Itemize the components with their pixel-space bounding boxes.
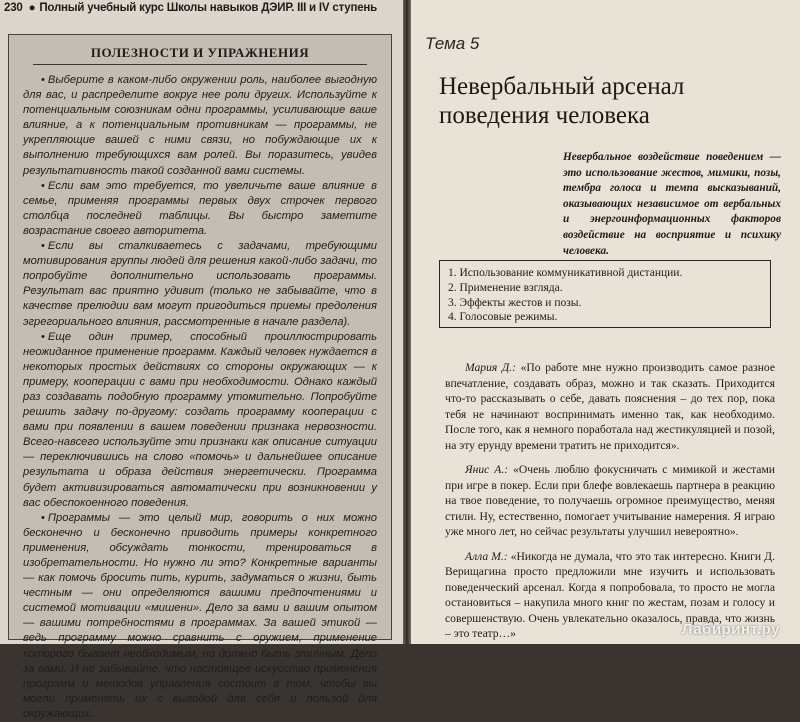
topic-contents-list [440, 261, 770, 325]
testimonial-speaker: Янис А.: [465, 463, 509, 476]
contents-item: 2. Применение взгляда. [448, 281, 563, 294]
exercise-paragraph: • Еще один пример, способный проиллюстрировать неожиданное применение программ. Каждый человек нуждается в некоторых простых действиях со стороны окружающих — к примеру, кооперации с вами при необходимости. Однако каждый раз создавать подобную программу утомительно. Попробуйте решить задачу по-другому: создать программу кооперации с вами при появлении в вашем поведении признака нервозности. Всего-навсего используйте эти признаки как описание ситуации — переключившись на слово «помочь» и дальнейшее описание результата и образа действия энергетически. Программа будет активизироваться автоматически при возникновении у вас обеспокоенного поведения. [23, 330, 377, 509]
right-page [411, 0, 800, 644]
epigraph: Невербальное воздействие поведением — это использование жестов, мимики, позы, тембра голоса и темпа высказываний, оказывающих независимое от вербальных и энергоинформационных факторов воздействие на восприятие и психику человека. [563, 151, 781, 257]
bullet-icon: • [41, 240, 45, 253]
contents-item: 1. Использование коммуникативной дистанции. [448, 267, 683, 279]
box-heading: ПОЛЕЗНОСТИ И УПРАЖНЕНИЯ [90, 45, 310, 60]
bullet-icon: • [41, 179, 45, 192]
box-body [23, 73, 377, 722]
testimonial-speaker: Алла М.: [465, 549, 508, 563]
testimonial-text: «Никогда не думала, что это так интересно. Книги Д. Верищагина просто предложили мне изучить и использовать поведенческий арсенал. Когда я попробовала, то просто не могла остановиться – накупила много книг по жестам, позам и голосу и совершенствую. Очень увлекательно оказалось, правда, что жизнь – это театр…» [445, 549, 775, 640]
box-heading-rule [33, 64, 367, 65]
bullet-icon: • [41, 511, 45, 524]
contents-item: 3. Эффекты жестов и позы. [448, 296, 582, 309]
testimonial-text: «Очень люблю фокусничать с мимикой и жестами при игре в покер. Если при блефе вовлекаешь партнера в реакцию на твое поведение, то получаешь огромное преимущество, меняя стили. Ну, естественно, помогает учитывание намерения. Я играю уже много лет, но сейчас результаты улучшил невероятно». [445, 463, 775, 538]
contents-item: 4. Голосовые режимы. [448, 311, 558, 324]
bullet-icon: • [41, 74, 45, 86]
store-watermark: Лабиринт.ру [681, 621, 780, 638]
book-gutter [403, 0, 411, 644]
bullet-icon: • [41, 330, 45, 343]
running-head-title: Полный учебный курс Школы навыков ДЭИР. III и IV ступень [39, 2, 378, 14]
exercise-paragraph: • Если вы сталкиваетесь с задачами, требующими мотивирования группы людей для решения какой-либо задачи, то попробуйте дополнительно использовать программы. Результат вас приятно удивит (только не забывайте, что в качестве прелюдии вам могут пригодиться приемы предоления эгрегориального влияния, рассмотренные в начале раздела). [23, 240, 377, 328]
testimonial [445, 462, 775, 540]
testimonial-text: «По работе мне нужно производить самое разное впечатление, создавать образ, можно и так сказать. Приходится что-то рассказывать о себе, давать пояснения – до тех пор, пока тебя не начинают воспринимать именно так, как необходимо. После того, как я немного поработала над жестикуляцией и позой, на эту ерунду времени тратить не приходится». [445, 361, 775, 452]
exercise-paragraph: • Программы — это целый мир, говорить о них можно бесконечно и бесконечно приводить примеры конкретного применения, обсуждать тонкости, тренироваться в изобретательности. Но нужно ли это? Конкретные варианты — как помочь бросить пить, курить, задуматься о жизни, быть честным — они определяются вашими предпочтениями и системой мотивации «мишени». Дело за вами и вашим опытом — вашими потребностями в программах. За вашей этикой — ведь программу можно сравнить с оружием, применение которого бывает необходимым, но должно быть этичным. Дело за вами. И не забывайте, что настоящее искусство применения программ и методов управления состоит в том, чтобы вы могли применять их с выгодой для себя и пользой для окружающих. [23, 511, 377, 720]
exercises-box [8, 34, 392, 720]
theme-label: Тема 5 [425, 34, 480, 53]
exercise-paragraph: • Выберите в каком-либо окружении роль, наиболее выгодную для вас, и распределите вокруг нее роли других. Используйте к потенциальным союзникам одни программы, усиливающие ваше влияние, а к потенциальным противникам — программы, не укрепляющие вашей с ними связи, но побуждающие их к выполнению требующихся вам ролей. Вы поразитесь, увидев результативность такой созданной вами системы. [23, 74, 377, 177]
testimonial-speaker: Мария Д.: [465, 361, 517, 374]
topic-contents-box [439, 260, 771, 328]
testimonial [445, 360, 775, 453]
chapter-title: Невербальный арсенал поведения человека [439, 73, 685, 129]
exercise-paragraph: • Если вам это требуется, то увеличьте ваше влияние в семье, применяя программы первых двух строчек первого столбца последней таблицы. Вы быстро заметите возрастание своего авторитета. [23, 179, 377, 237]
running-head [4, 2, 399, 14]
page-number: 230 [4, 2, 23, 14]
testimonials [445, 360, 775, 651]
bullet-separator: ● [28, 2, 36, 14]
